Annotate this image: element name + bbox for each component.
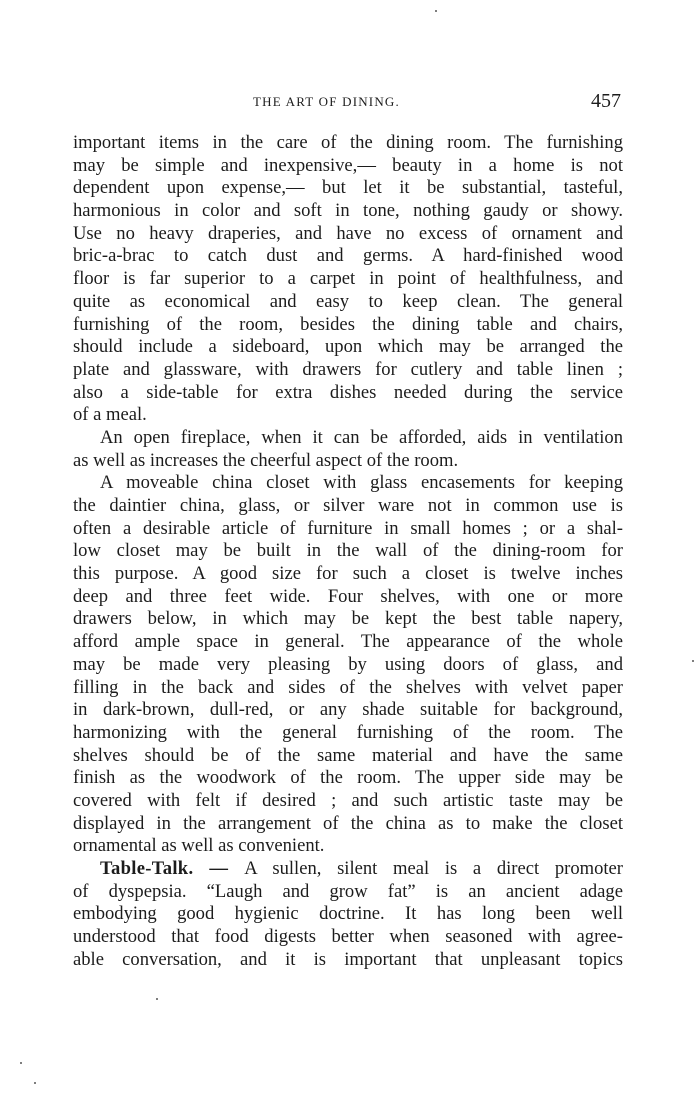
text-line: embodying good hygienic doctrine. It has long been well: [73, 903, 623, 925]
text-line: finish as the woodwork of the room. The upper side may be: [73, 767, 623, 789]
text-line: harmonious in color and soft in tone, nothing gaudy or showy.: [73, 200, 623, 222]
page-number: 457: [591, 90, 621, 112]
text-line: plate and glassware, with drawers for cutlery and table linen ;: [73, 358, 623, 380]
text-line: covered with felt if desired ; and such artistic taste may be: [73, 789, 623, 811]
text-line: low closet may be built in the wall of the dining-room for: [73, 540, 623, 562]
body-text: [73, 132, 623, 971]
text-line: Use no heavy draperies, and have no excess of ornament and: [73, 222, 623, 244]
text-line: as well as increases the cheerful aspect of the room.: [73, 449, 459, 471]
text-line: may be made very pleasing by using doors of glass, and: [73, 653, 623, 675]
text-span: A sullen, silent meal is a direct promoter: [244, 858, 624, 879]
text-line: also a side-table for extra dishes needed during the service: [73, 381, 623, 403]
text-line: able conversation, and it is important that unpleasant topics: [73, 948, 623, 970]
text-line: often a desirable article of furniture in small homes ; or a shal-: [73, 517, 623, 539]
print-speck: [435, 10, 437, 12]
text-line: furnishing of the room, besides the dining table and chairs,: [73, 313, 623, 335]
text-line: An open fireplace, when it can be afforded, aids in ventilation: [100, 426, 623, 448]
text-line: of dyspepsia. “Laugh and grow fat” is an ancient adage: [73, 880, 623, 902]
text-line: in dark-brown, dull-red, or any shade suitable for background,: [73, 699, 623, 721]
text-line: floor is far superior to a carpet in point of healthfulness, and: [73, 268, 623, 290]
text-line: displayed in the arrangement of the china as to make the closet: [73, 812, 623, 834]
print-speck: [20, 1062, 22, 1064]
text-line: this purpose. A good size for such a closet is twelve inches: [73, 563, 623, 585]
text-line: ornamental as well as convenient.: [73, 835, 325, 857]
text-line: filling in the back and sides of the shelves with velvet paper: [73, 676, 623, 698]
print-speck: [156, 998, 158, 1000]
text-line: deep and three feet wide. Four shelves, with one or more: [73, 585, 623, 607]
text-line: should include a sideboard, upon which may be arranged the: [73, 336, 623, 358]
running-title: THE ART OF DINING.: [253, 94, 400, 109]
print-speck: [692, 660, 694, 662]
text-line: quite as economical and easy to keep clean. The general: [73, 290, 623, 312]
section-heading: Table-Talk. —: [100, 858, 245, 879]
text-line: shelves should be of the same material and have the same: [73, 744, 623, 766]
table-talk-line: [73, 858, 623, 881]
text-line: may be simple and inexpensive,— beauty in a home is not: [73, 154, 623, 176]
text-line: of a meal.: [73, 404, 147, 426]
page-header: [0, 92, 700, 116]
text-line: bric-a-brac to catch dust and germs. A hard-finished wood: [73, 245, 623, 267]
text-line: the daintier china, glass, or silver ware not in common use is: [73, 495, 623, 516]
text-line: dependent upon expense,— but let it be substantial, tasteful,: [73, 177, 623, 199]
text-line: A moveable china closet with glass encasements for keeping: [100, 472, 623, 494]
print-speck: [34, 1082, 36, 1084]
text-line: understood that food digests better when seasoned with agree-: [73, 926, 623, 948]
text-line: harmonizing with the general furnishing of the room. The: [73, 721, 623, 743]
text-line: drawers below, in which may be kept the best table napery,: [73, 608, 623, 630]
text-line: afford ample space in general. The appearance of the whole: [73, 631, 623, 653]
text-line: important items in the care of the dining room. The furnishing: [73, 132, 623, 153]
